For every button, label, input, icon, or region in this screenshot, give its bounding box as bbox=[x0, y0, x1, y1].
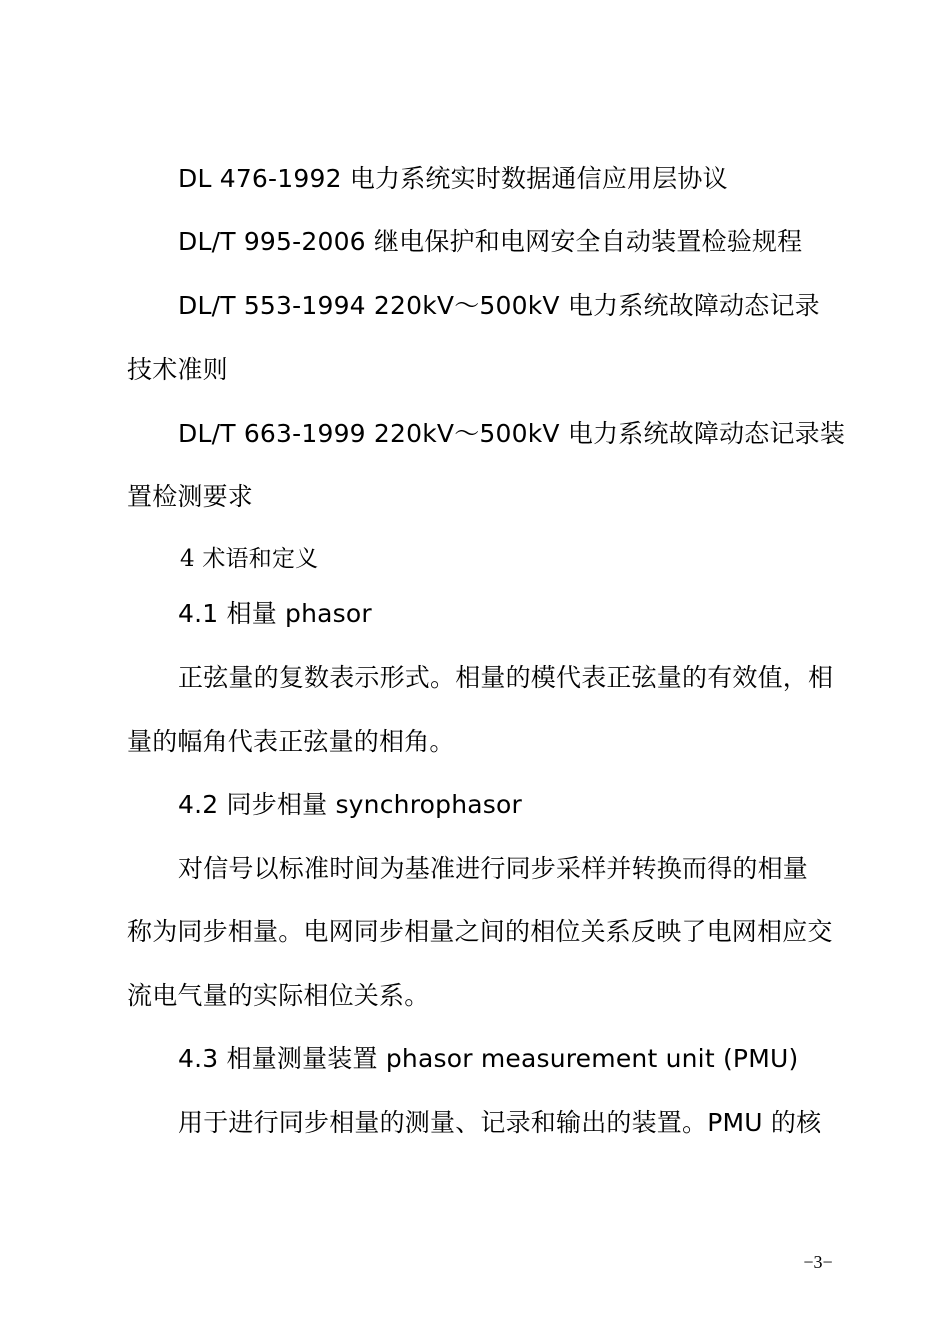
reference-dlt995: DL/T 995-2006 继电保护和电网安全自动装置检验规程 bbox=[178, 227, 803, 256]
reference-dlt663: DL/T 663-1999 220kV～500kV 电力系统故障动态记录装 bbox=[178, 419, 846, 448]
term-4-2-definition-cont2: 流电气量的实际相位关系。 bbox=[127, 981, 430, 1010]
term-4-3-definition: 用于进行同步相量的测量、记录和输出的装置。PMU 的核 bbox=[178, 1108, 822, 1137]
page-number: −3− bbox=[803, 1252, 833, 1272]
term-4-2-title: 4.2 同步相量 synchrophasor bbox=[178, 790, 522, 819]
reference-dl476: DL 476-1992 电力系统实时数据通信应用层协议 bbox=[178, 164, 728, 193]
reference-dlt553-cont: 技术准则 bbox=[127, 355, 228, 384]
term-4-2-definition-cont1: 称为同步相量。电网同步相量之间的相位关系反映了电网相应交 bbox=[127, 917, 833, 946]
reference-dlt663-cont: 置检测要求 bbox=[127, 482, 254, 511]
term-4-1-definition: 正弦量的复数表示形式。相量的模代表正弦量的有效值，相 bbox=[178, 663, 834, 692]
term-4-3-title: 4.3 相量测量装置 phasor measurement unit (PMU) bbox=[178, 1044, 799, 1073]
term-4-2-definition: 对信号以标准时间为基准进行同步采样并转换而得的相量 bbox=[178, 854, 809, 883]
term-4-1-definition-cont: 量的幅角代表正弦量的相角。 bbox=[127, 727, 455, 756]
term-4-1-title: 4.1 相量 phasor bbox=[178, 599, 372, 628]
section-heading-terms: 4 术语和定义 bbox=[180, 546, 319, 572]
reference-dlt553: DL/T 553-1994 220kV～500kV 电力系统故障动态记录 bbox=[178, 291, 820, 320]
